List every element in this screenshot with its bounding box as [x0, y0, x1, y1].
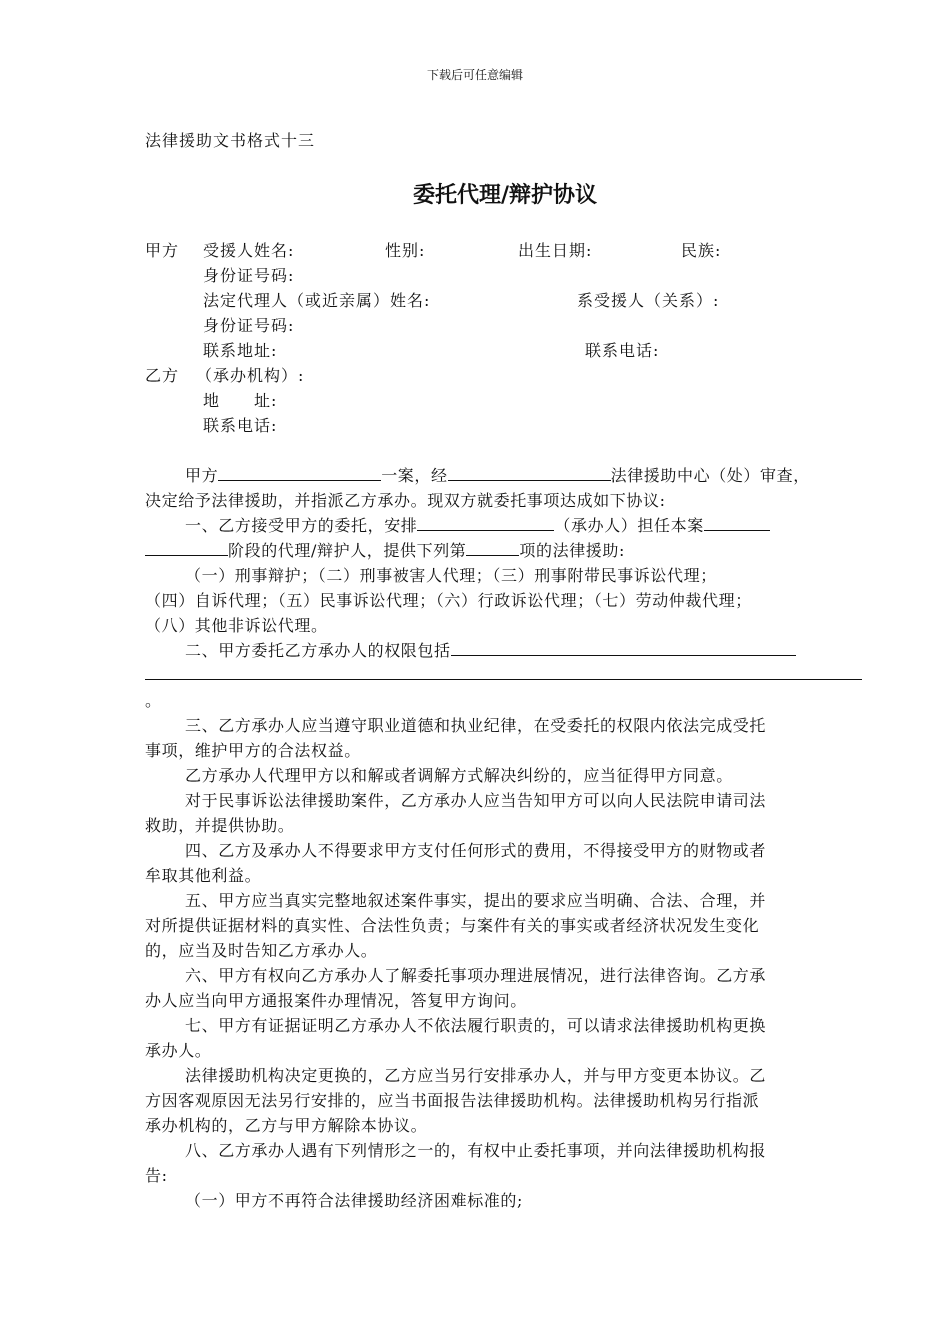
clause-1-text-d: 项的法律援助:	[519, 541, 625, 560]
center-blank[interactable]	[448, 464, 611, 481]
intro-case-text: 一案，经	[381, 466, 448, 485]
party-a-name-field: 受援人姓名:	[203, 241, 295, 260]
clause-1-line-1	[185, 513, 770, 536]
intro-line-1	[185, 463, 810, 486]
clause-7-line-1: 七、甲方有证据证明乙方承办人不依法履行职责的，可以请求法律援助机构更换	[185, 1016, 767, 1035]
authority-blank-line[interactable]	[145, 679, 862, 680]
item-number-blank[interactable]	[466, 539, 519, 556]
clause-6-line-2: 办人应当向甲方通报案件办理情况，答复甲方询问。	[145, 991, 527, 1010]
clause-1-text-b: （承办人）担任本案	[554, 516, 704, 535]
case-stage-blank-b[interactable]	[145, 539, 228, 556]
aid-items-line-2: （四）自诉代理；（五）民事诉讼代理；（六）行政诉讼代理；（七）劳动仲裁代理；	[145, 591, 752, 610]
guardian-name-field: 法定代理人（或近亲属）姓名:	[203, 291, 431, 310]
clause-8-line-1: 八、乙方承办人遇有下列情形之一的，有权中止委托事项，并向法律援助机构报	[185, 1141, 767, 1160]
intro-line-2: 决定给予法律援助，并指派乙方承办。现双方就委托事项达成如下协议:	[145, 491, 666, 510]
party-b-org-field: （承办机构）:	[196, 366, 305, 385]
clause-6-line-1: 六、甲方有权向乙方承办人了解委托事项办理进展情况，进行法律咨询。乙方承	[185, 966, 767, 985]
party-a-address-field: 联系地址:	[203, 341, 278, 360]
clause-1-line-2	[145, 538, 625, 561]
intro-party-a: 甲方	[185, 466, 219, 485]
party-a-phone-field: 联系电话:	[585, 341, 660, 360]
aid-items-line-3: （八）其他非诉讼代理。	[145, 616, 328, 635]
clause-7-line-2: 承办人。	[145, 1041, 212, 1060]
clause-3-line-4: 对于民事诉讼法律援助案件，乙方承办人应当告知甲方可以向人民法院申请司法	[185, 791, 767, 810]
clause-5-line-1: 五、甲方应当真实完整地叙述案件事实，提出的要求应当明确、合法、合理，并	[185, 891, 767, 910]
clause-3-line-1: 三、乙方承办人应当遵守职业道德和执业纪律，在受委托的权限内依法完成受托	[185, 716, 767, 735]
party-a-label: 甲方	[145, 241, 180, 260]
clause-5-line-3: 的，应当及时告知乙方承办人。	[145, 941, 378, 960]
clause-2-end: 。	[145, 691, 162, 710]
clause-3-line-3: 乙方承办人代理甲方以和解或者调解方式解决纠纷的，应当征得甲方同意。	[185, 766, 733, 785]
clause-4-line-1: 四、乙方及承办人不得要求甲方支付任何形式的费用，不得接受甲方的财物或者	[185, 841, 767, 860]
party-b-label: 乙方	[145, 366, 180, 385]
intro-center-text: 法律援助中心（处）审查，	[610, 466, 810, 485]
clause-7-line-4: 方因客观原因无法另行安排的，应当书面报告法律援助机构。法律援助机构另行指派	[145, 1091, 760, 1110]
document-format-label: 法律援助文书格式十三	[145, 131, 316, 150]
guardian-relation-field: 系受援人（关系）:	[577, 291, 720, 310]
clause-3-line-5: 救助，并提供协助。	[145, 816, 295, 835]
authority-blank[interactable]	[451, 639, 796, 656]
party-a-id-field: 身份证号码:	[203, 266, 295, 285]
party-b-phone-field: 联系电话:	[203, 416, 278, 435]
clause-1-text-c: 阶段的代理/辩护人，提供下列第	[228, 541, 467, 560]
clause-5-line-2: 对所提供证据材料的真实性、合法性负责；与案件有关的事实或者经济状况发生变化	[145, 916, 760, 935]
party-a-gender-field: 性别:	[385, 241, 426, 260]
guardian-id-field: 身份证号码:	[203, 316, 295, 335]
case-blank[interactable]	[218, 464, 381, 481]
clause-2-line	[185, 638, 796, 661]
clause-1-text-a: 一、乙方接受甲方的委托，安排	[185, 516, 418, 535]
clause-7-line-5: 承办机构的，乙方与甲方解除本协议。	[145, 1116, 428, 1135]
clause-8-item-1: （一）甲方不再符合法律援助经济困难标准的;	[185, 1191, 523, 1210]
case-stage-blank-a[interactable]	[704, 514, 770, 531]
clause-3-line-2: 事项，维护甲方的合法权益。	[145, 741, 361, 760]
aid-items-line-1: （一）刑事辩护；（二）刑事被害人代理；（三）刑事附带民事诉讼代理；	[185, 566, 717, 585]
party-a-dob-field: 出生日期:	[518, 241, 593, 260]
clause-2-text: 二、甲方委托乙方承办人的权限包括	[185, 641, 451, 660]
clause-7-line-3: 法律援助机构决定更换的，乙方应当另行安排承办人，并与甲方变更本协议。乙	[185, 1066, 767, 1085]
clause-8-line-2: 告:	[145, 1166, 168, 1185]
handler-blank[interactable]	[417, 514, 554, 531]
page-header: 下载后可任意编辑	[426, 68, 523, 82]
party-b-address-field: 地 址:	[203, 391, 278, 410]
clause-4-line-2: 牟取其他利益。	[145, 866, 262, 885]
party-a-ethnicity-field: 民族:	[681, 241, 722, 260]
document-title: 委托代理/辩护协议	[412, 183, 598, 208]
